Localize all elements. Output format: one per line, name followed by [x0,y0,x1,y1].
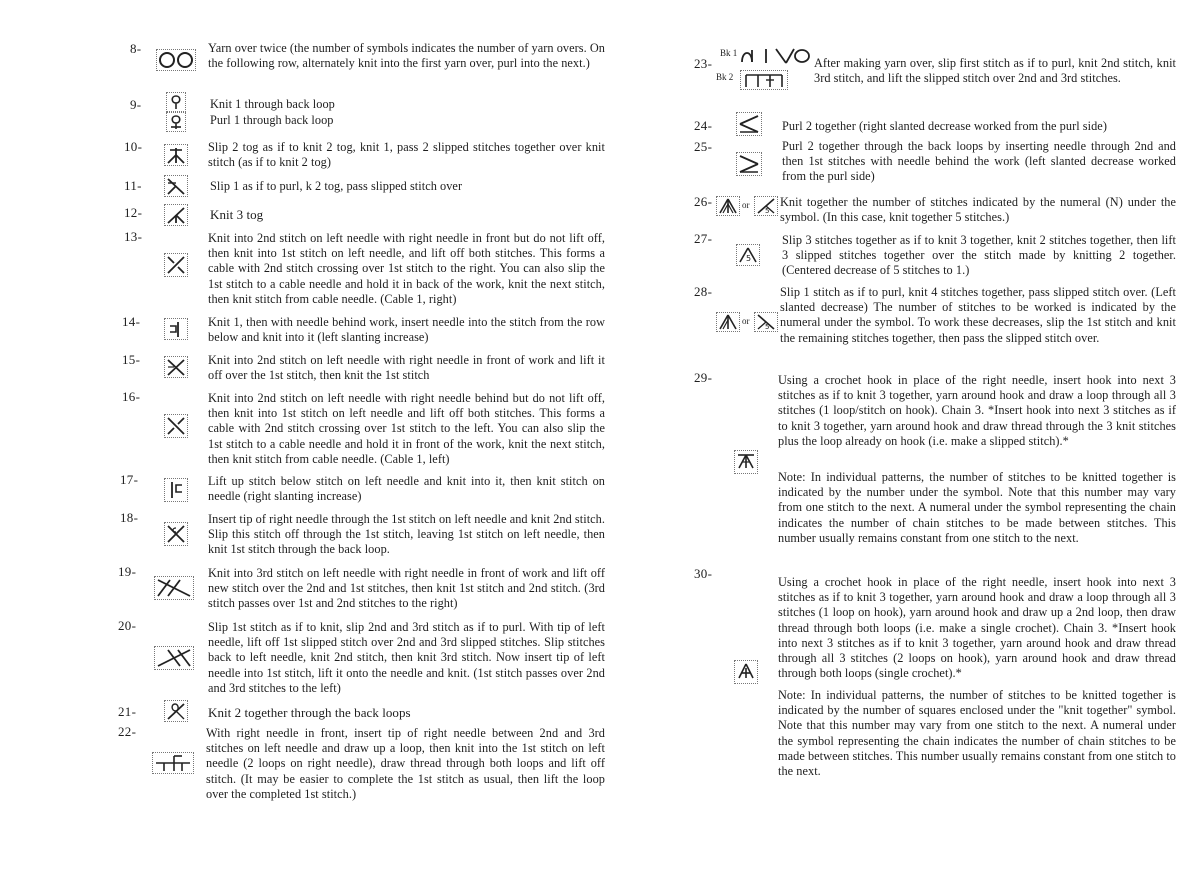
entry-number: 8- [130,41,142,56]
entry-text: Knit 1, then with needle behind work, insert needle into the stitch from the row below and knit into it (left slanting increase) [208,315,605,345]
entry-number: 13- [124,229,143,244]
entry-text: Slip 3 stitches together as if to knit 3 together, knit 2 stitches together, then lift 3 slipped stitches together over the stitch made by knitting 2 together. (Centered decrease of 5 stitches to 1.) [782,233,1176,278]
numeral-label: 5 [765,207,770,214]
entry-text: With right needle in front, insert tip of right needle between 2nd and 3rd stitches on left needle and draw up a loop, then knit into the 1st stitch on left needle (2 loops on right needle), draw thread through both loops and lift off stitch. (It may be easier to complete the 1st stitch as usual, then lift the loop over the completed 1st stitch.) [206,726,605,801]
entry-text: Knit 2 together through the back loops [208,705,411,720]
yarn-over-slip-psso-alt-icon [740,70,788,90]
crochet-slip-cluster-icon [734,450,758,474]
entry-text: Purl 2 together through the back loops by inserting needle through 2nd and then 1st stitches with needle behind the work (left slanted decrease worked from the purl side) [782,139,1176,184]
entry-number: 21- [118,704,137,719]
entry-text: After making yarn over, slip first stitch as if to purl, knit 2nd stitch, knit 3rd stitch, and lift the slipped stitch over 2nd and 3rd stitches. [814,56,1176,86]
or-label: or [742,316,750,326]
entry-text: Knit 1 through back loop [210,97,335,111]
row-label-bk1: Bk 1 [720,48,738,58]
entry-text: Slip 1 stitch as if to purl, knit 4 stitches together, pass slipped stitch over. (Left slanted decrease) The number of stitches to be worked is indicated by the numeral under the symbol. To work these decreases, slip the 1st stitch and knit the remaining stitches together, then pass the slipped stitch over. [780,285,1176,345]
numeral-label: 5 [746,254,752,263]
cable-left-icon [164,414,188,438]
slip-k2tog-psso-icon [164,175,188,197]
knit-back-loop-icon [166,92,186,112]
entry-number: 20- [118,618,137,633]
centered-double-decrease-icon [164,144,188,166]
entry-number: 16- [122,389,141,404]
crochet-single-cluster-icon [734,660,758,684]
entry-number: 26- [694,194,713,209]
knit-5-together-icon [754,196,778,216]
entry-note: Note: In individual patterns, the number of stitches to be knitted together is indicated by the number under the symbol. Note that this number may vary from one stitch to the next. A numeral under the symbol representing the chain indicates the number of chain stitches to be made between stitches. This number usually remains constant from one stitch to the next. [778,470,1176,545]
purl-2-together-back-loops-icon [736,152,762,176]
entry-text: Knit into 3rd stitch on left needle with right needle in front of work and lift off new stitch over the 2nd and 1st stitches, then knit 1st stitch and 2nd stitch. (3rd stitch passes over 1st and 2nd stitches to the right) [208,566,605,611]
entry-text: Knit 3 tog [210,207,264,222]
left-slanted-decrease-5-icon [754,312,778,332]
entry-text: Yarn over twice (the number of symbols indicates the number of yarn overs. On the following row, alternately knit into the first yarn over, purl into the next.) [208,41,605,71]
entry-text: Purl 1 through back loop [210,113,334,127]
yarn-over-slip-psso-icon [738,46,812,66]
three-stitch-cross-right-icon [154,576,194,600]
left-slanting-increase-icon [164,318,188,340]
double-yarn-over-icon [156,49,196,71]
right-page [600,0,1200,873]
twisted-cross-icon [164,522,188,546]
entry-number: 28- [694,284,713,299]
numeral-label: 5 [765,323,770,330]
entry-text: Slip 2 tog as if to knit 2 tog, knit 1, pass 2 slipped stitches together over knit stitch (as if to knit 2 tog) [208,140,605,170]
entry-text: Knit into 2nd stitch on left needle with right needle in front of work and lift it off over the 1st stitch, then knit the 1st stitch [208,353,605,383]
entry-number: 24- [694,118,713,133]
knit-n-together-icon [716,196,740,216]
entry-text: Purl 2 together (right slanted decrease worked from the purl side) [782,119,1107,133]
entry-number: 9- [130,97,142,112]
centered-decrease-5-icon [736,244,760,266]
entry-number: 29- [694,370,713,385]
entry-number: 14- [122,314,141,329]
entry-text: Knit into 2nd stitch on left needle with right needle in front but do not lift off, then knit into 1st stitch on left needle, and lift off both stitches. This forms a cable with 2nd stitch crossing over 1st stitch to the right. You can also slip the 1st stitch to a cable needle and hold it in back of the work, knit the next stitch, then knit stitch from cable needle. (Cable 1, right) [208,231,605,306]
draw-up-loop-icon [152,752,194,774]
entry-number: 25- [694,139,713,154]
entry-number: 18- [120,510,139,525]
knit-3-together-icon [164,204,188,226]
entry-text: Insert tip of right needle through the 1st stitch on left needle and knit 2nd stitch. Slip this stitch off through the 1st stitch, leaving 1st stitch on left needle, then knit 1st stitch through the back loop. [208,512,605,557]
row-label-bk2: Bk 2 [716,72,734,82]
or-label: or [742,200,750,210]
purl-back-loop-icon [166,112,186,132]
entry-number: 15- [122,352,141,367]
cross-stitch-icon [164,356,188,378]
entry-text: Lift up stitch below stitch on left needle and knit into it, then knit stitch on needle (right slanting increase) [208,474,605,504]
entry-number: 11- [124,178,142,193]
entry-note: Note: In individual patterns, the number of stitches to be knitted together is indicated by the number of squares enclosed under the "knit together" symbol. Note that this number may vary from one stitch to the next. A numeral under the symbol representing the chain indicates the number of chain stitches to be made between stitches. This number usually remains constant from one stitch to the next. [778,688,1176,779]
three-stitch-cross-left-icon [154,646,194,670]
entry-number: 23- [694,56,713,71]
entry-text: Using a crochet hook in place of the right needle, insert hook into next 3 stitches as if to knit 3 together, yarn around hook and draw a loop through all 3 stitches (1 loop on hook), yarn around hook and draw up a 2nd loop, then draw thread through both loops (i.e. make a single crochet). Chain 3. *Insert hook into next 3 stitches as if to knit 3 together, yarn around hook and draw thread through all 3 stitches (2 loops on hook), yarn around hook and draw thread through both loops (single crochet).* [778,575,1176,681]
k2tog-back-loops-icon [164,700,188,722]
entry-text: Knit into 2nd stitch on left needle with right needle behind but do not lift off, then knit into 1st stitch on left needle and lift off both stitches. This forms a cable with 2nd stitch crossing over 1st stitch to the left. You can also slip the 1st stitch to a cable needle and hold it in front of the work, knit the next stitch, then knit stitch from cable needle. (Cable 1, left) [208,391,605,466]
entry-text: Slip 1 as if to purl, k 2 tog, pass slipped stitch over [210,179,463,193]
cable-right-icon [164,253,188,277]
entry-number: 12- [124,205,143,220]
entry-number: 30- [694,566,713,581]
entry-text: Slip 1st stitch as if to knit, slip 2nd and 3rd stitch as if to purl. With tip of left needle, lift off 1st slipped stitch over 2nd and 3rd slipped stitches. Slip stitches back to left needle, knit 2nd stitch, then knit 3rd stitch. Now insert tip of left needle into 1st stitch, lift it onto the needle and knit. (1st stitch passes over 2nd and 3rd stitches to the left) [208,620,605,695]
purl-2-together-icon [736,112,762,136]
entry-number: 10- [124,139,143,154]
entry-number: 27- [694,231,713,246]
entry-number: 19- [118,564,137,579]
entry-text: Using a crochet hook in place of the right needle, insert hook into next 3 stitches as if to knit 3 together, yarn around hook and draw a loop through all 3 stitches (1 loop/stitch on hook). Chain 3. *Insert hook into next 3 stitches as if to knit 3 together, yarn around hook and draw thread through the 3 knit stitches plus the loop already on hook (i.e. make a slipped stitch).* [778,373,1176,448]
right-slanting-increase-icon [164,478,188,502]
entry-number: 17- [120,472,139,487]
entry-number: 22- [118,724,137,739]
entry-text: Knit together the number of stitches indicated by the numeral (N) under the symbol. (In this case, knit together 5 stitches.) [780,195,1176,225]
left-slanted-decrease-n-icon [716,312,740,332]
